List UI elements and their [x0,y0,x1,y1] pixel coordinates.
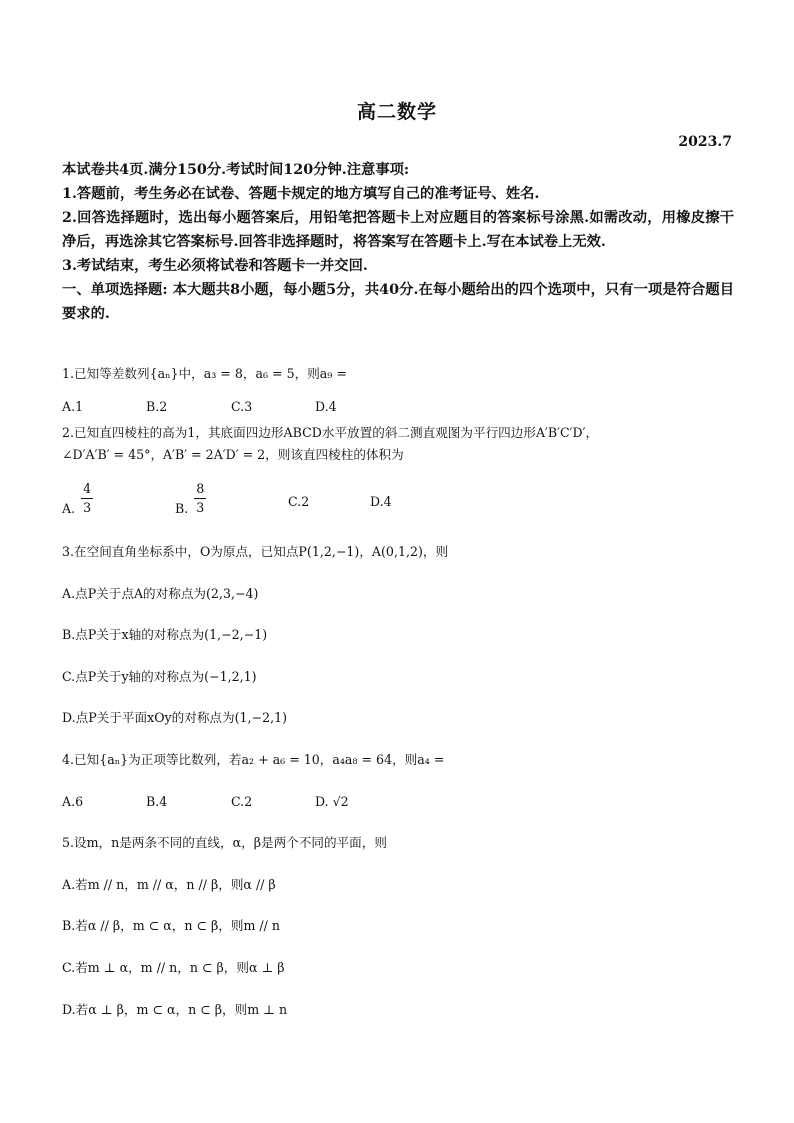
question-3-option-a: A.点P关于点A的对称点为(2,3,−4) [62,586,259,601]
question-2-option-a-fraction [81,480,93,517]
fraction-denominator: 3 [196,500,205,515]
fraction-numerator: 8 [194,480,206,499]
instructions-intro: 本试卷共4页.满分150分.考试时间120分钟.注意事项: [62,162,410,178]
question-4-stem: 4.已知{aₙ}为正项等比数列，若a₂ + a₆ = 10，a₄a₈ = 64，则a₄ = [62,752,445,767]
question-2-option-b [175,481,206,528]
instructions-block [62,158,734,326]
question-4-option-d: D. √2 [315,794,349,809]
fraction-denominator: 3 [83,500,92,515]
question-4-option-a: A.6 [62,794,84,809]
question-5-stem: 5.设m，n是两条不同的直线，α，β是两个不同的平面，则 [62,835,387,850]
question-4-option-b: B.4 [146,794,168,809]
question-5-option-a: A.若m // n，m // α，n // β，则α // β [62,877,276,892]
question-3-option-b: B.点P关于x轴的对称点为(1,−2,−1) [62,627,268,642]
question-1-option-b: B.2 [146,399,168,414]
question-5-option-d: D.若α ⊥ β，m ⊂ α，n ⊂ β，则m ⊥ n [62,1002,288,1017]
question-2-option-a [62,481,93,528]
question-3-option-d: D.点P关于平面xOy的对称点为(1,−2,1) [62,710,288,725]
question-2-option-c: C.2 [288,494,310,509]
question-2 [62,422,734,466]
exam-date: 2023.7 [678,134,732,150]
question-2-option-d: D.4 [370,494,392,509]
question-5 [62,832,734,854]
question-2-options [62,480,734,524]
question-1 [62,363,734,385]
question-5-option-c: C.若m ⊥ α，m // n，n ⊂ β，则α ⊥ β [62,960,285,975]
question-4-option-c: C.2 [231,794,253,809]
question-1-stem: 1.已知等差数列{aₙ}中，a₃ = 8，a₆ = 5，则a₉ = [62,366,347,381]
question-3-stem: 3.在空间直角坐标系中，O为原点，已知点P(1,2,−1)，A(0,1,2)，则 [62,544,449,559]
question-3 [62,541,734,563]
question-2-stem-line-2: ∠D′A′B′ = 45°，A′B′ = 2A′D′ = 2，则该直四棱柱的体积为 [62,447,404,462]
question-1-option-a: A.1 [62,399,84,414]
question-1-option-d: D.4 [315,399,337,414]
fraction-numerator: 4 [81,480,93,499]
instruction-item-3: 3.考试结束，考生必须将试卷和答题卡一并交回. [62,258,368,274]
question-2-option-b-fraction [194,480,206,517]
question-2-option-b-label: B. [175,501,189,516]
question-2-option-a-label: A. [62,501,76,516]
instruction-item-1: 1.答题前，考生务必在试卷、答题卡规定的地方填写自己的准考证号、姓名. [62,186,540,202]
question-5-option-b: B.若α // β，m ⊂ α，n ⊂ β，则m // n [62,918,281,933]
page-title: 高二数学 [356,101,437,123]
question-2-stem-line-1: 2.已知直四棱柱的高为1，其底面四边形ABCD水平放置的斜二测直观图为平行四边形A′B′C′D′， [62,425,599,440]
question-3-option-c: C.点P关于y轴的对称点为(−1,2,1) [62,669,257,684]
instruction-item-2: 2.回答选择题时，选出每小题答案后，用铅笔把答题卡上对应题目的答案标号涂黑.如需改动，用橡皮擦干净后，再选涂其它答案标号.回答非选择题时，将答案写在答题卡上.写在本试卷上无效. [62,210,734,250]
question-1-option-c: C.3 [231,399,253,414]
section-heading-1: 一、单项选择题: 本大题共8小题，每小题5分，共40分.在每小题给出的四个选项中，只有一项是符合题目要求的. [62,282,734,322]
question-4 [62,749,734,771]
